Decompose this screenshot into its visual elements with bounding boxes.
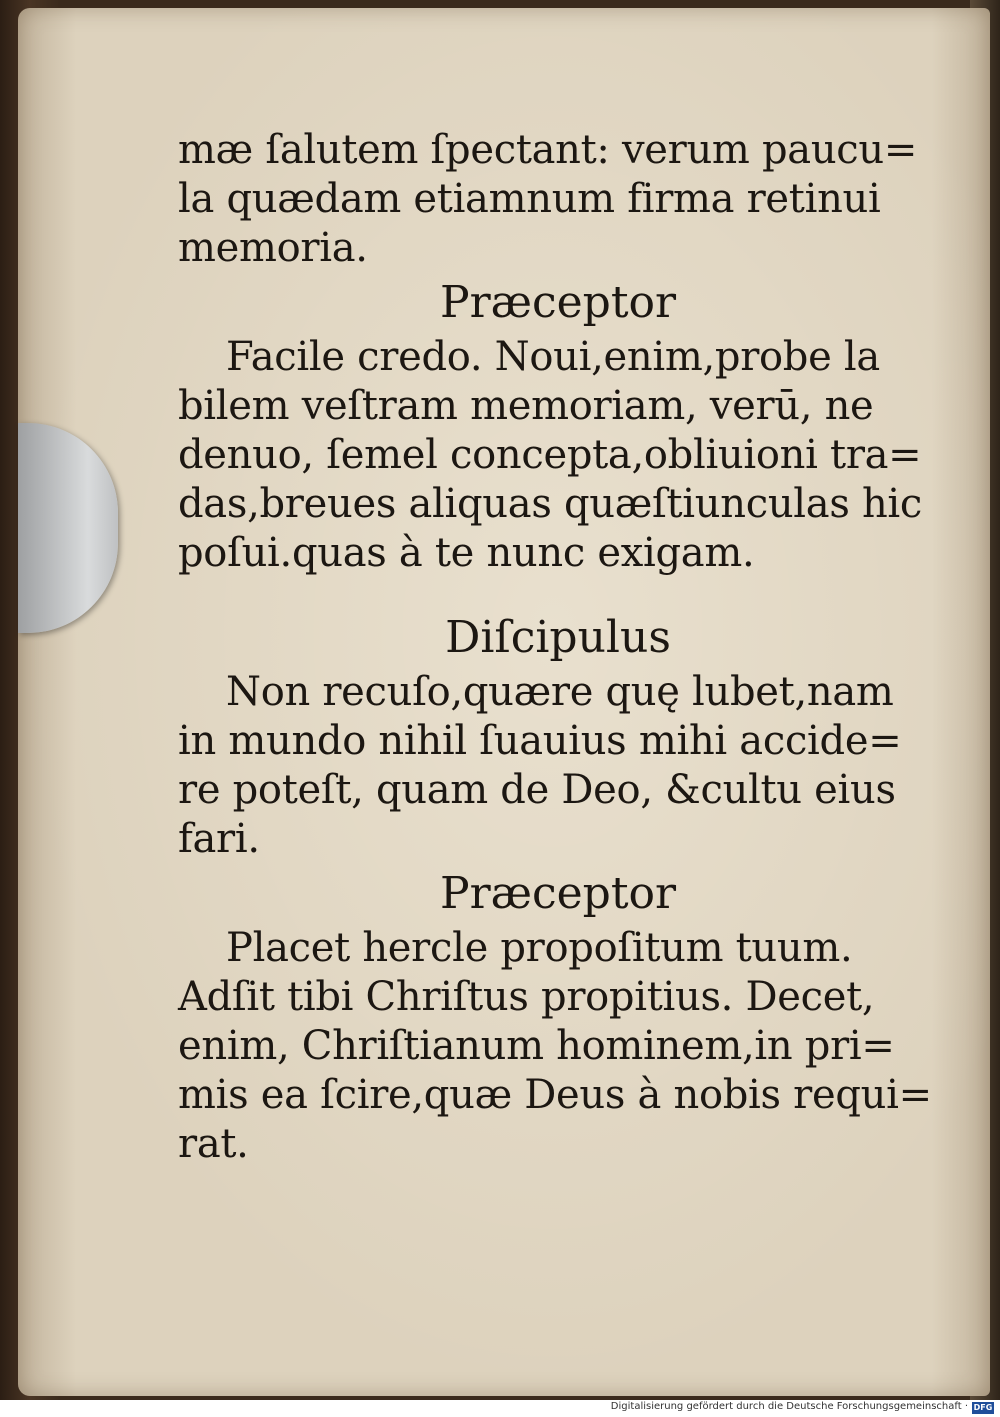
text-line: rat.	[178, 1121, 249, 1167]
text-line: mæ ſalutem ſpectant: verum paucu=	[178, 127, 918, 173]
digitization-footer	[0, 1400, 1000, 1417]
text-line: enim, Chriſtianum hominem,in pri=	[178, 1023, 895, 1069]
text-line: das,breues aliquas quæſtiunculas hic	[178, 481, 923, 527]
speaker-heading: Præceptor	[439, 277, 677, 328]
speaker-heading: Præceptor	[439, 868, 677, 919]
text-line: memoria.	[178, 225, 368, 271]
page-text	[178, 126, 938, 1169]
text-line: fari.	[178, 816, 260, 862]
page-clip	[18, 423, 118, 633]
text-line: Adſit tibi Chriſtus propitius. Decet,	[178, 974, 875, 1020]
text-line: Non recuſo,quære quę lubet,nam	[226, 669, 894, 715]
text-line: poſui.quas à te nunc exigam.	[178, 530, 755, 576]
funding-credit: Digitalisierung gefördert durch die Deutsche Forschungsgemeinschaft ·	[610, 1401, 968, 1412]
text-line: la quædam etiamnum firma retinui	[178, 176, 881, 222]
dfg-logo: DFG	[973, 1403, 993, 1412]
text-line: bilem veſtram memoriam, verū, ne	[178, 383, 874, 429]
text-line: Facile credo. Noui,enim,probe la	[226, 334, 880, 380]
text-line: re poteſt, quam de Deo, &cultu eius	[178, 767, 896, 813]
text-line: denuo, ſemel concepta,obliuioni tra=	[178, 432, 922, 478]
text-line: in mundo nihil ſuauius mihi accide=	[178, 718, 902, 764]
text-line: Placet hercle propoſitum tuum.	[226, 925, 853, 971]
speaker-heading: Diſcipulus	[445, 612, 671, 663]
book-page	[18, 8, 990, 1396]
text-line: mis ea ſcire,quæ Deus à nobis requi=	[178, 1072, 932, 1118]
